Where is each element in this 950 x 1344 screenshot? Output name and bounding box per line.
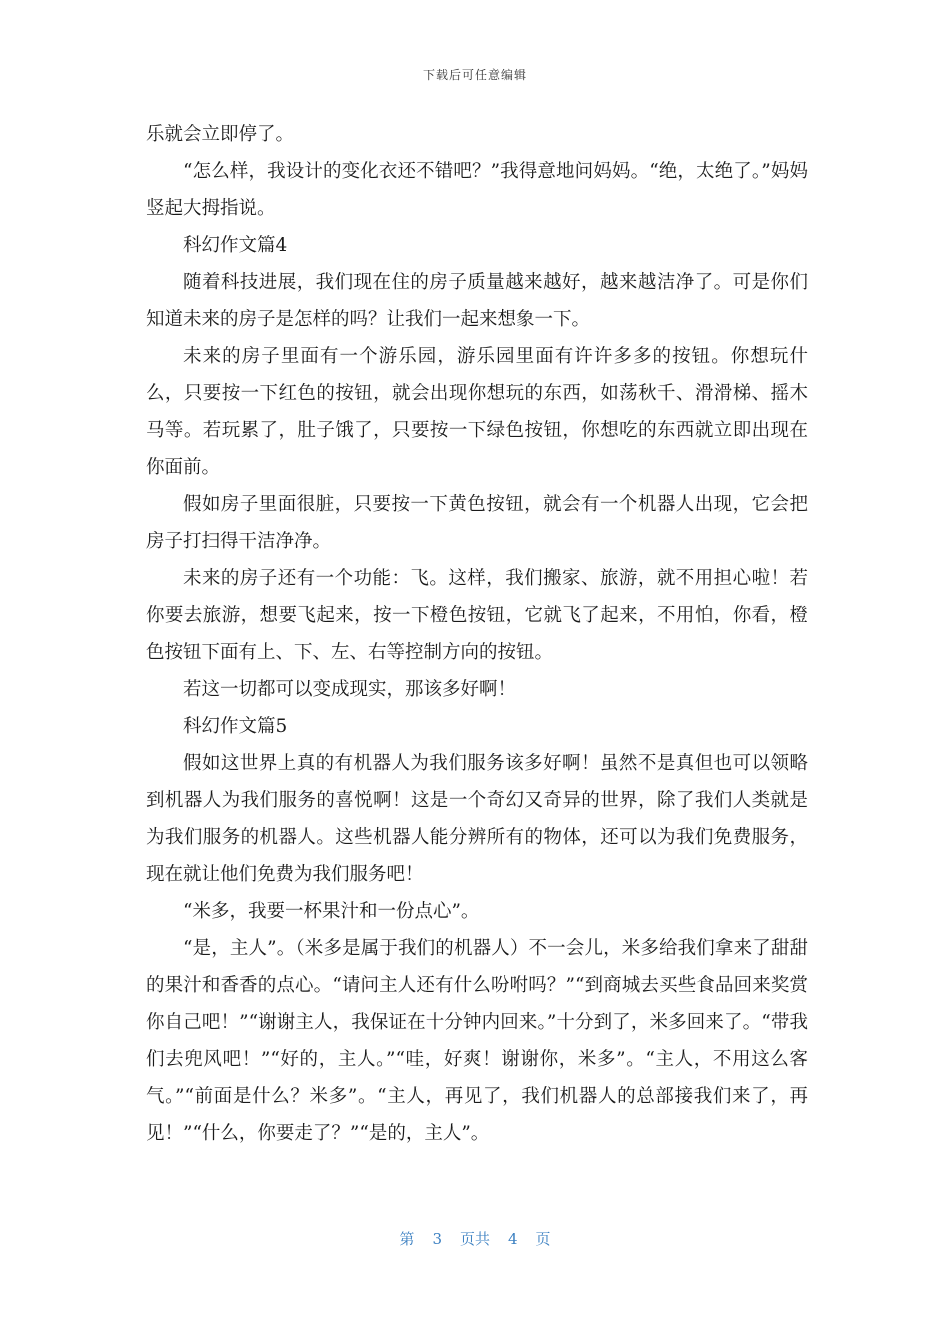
page-header: 下载后可任意编辑 <box>422 68 527 82</box>
paragraph: “怎么样，我设计的变化衣还不错吧？”我得意地问妈妈。“绝，太绝了。”妈妈竖起大拇指说。 <box>146 161 808 219</box>
section-heading: 科幻作文篇5 <box>183 716 288 737</box>
paragraph: 若这一切都可以变成现实，那该多好啊！ <box>183 679 517 700</box>
paragraph: 假如这世界上真的有机器人为我们服务该多好啊！虽然不是真但也可以领略到机器人为我们服务的喜悦啊！这是一个奇幻又奇异的世界，除了我们人类就是为我们服务的机器人。这些机器人能分辨所有的物体，还可以为我们免费服务，现在就让他们免费为我们服务吧！ <box>146 753 808 885</box>
paragraph: 乐就会立即停了。 <box>146 124 295 145</box>
footer-middle: 页共 <box>459 1230 490 1248</box>
section-heading: 科幻作文篇4 <box>183 235 288 256</box>
footer-total-pages: 4 <box>508 1230 518 1248</box>
footer-page-number: 3 <box>432 1230 442 1248</box>
paragraph: 未来的房子还有一个功能：飞。这样，我们搬家、旅游，就不用担心啦！若你要去旅游，想要飞起来，按一下橙色按钮，它就飞了起来，不用怕，你看，橙色按钮下面有上、下、左、右等控制方向的按钮。 <box>146 568 808 663</box>
document-body <box>146 116 808 1152</box>
page-footer <box>0 1228 950 1249</box>
paragraph: “是，主人”。（米多是属于我们的机器人）不一会儿，米多给我们拿来了甜甜的果汁和香香的点心。“请问主人还有什么吩咐吗？”“到商城去买些食品回来奖赏你自己吧！”“谢谢主人，我保证在十分钟内回来。”十分到了，米多回来了。“带我们去兜风吧！”“好的，主人。”“哇，好爽！谢谢你，米多”。“主人，不用这么客气。”“前面是什么？米多”。“主人，再见了，我们机器人的总部接我们来了，再见！”“什么，你要走了？”“是的，主人”。 <box>146 938 808 1144</box>
paragraph: “米多，我要一杯果汁和一份点心”。 <box>183 901 480 922</box>
paragraph: 未来的房子里面有一个游乐园，游乐园里面有许许多多的按钮。你想玩什么，只要按一下红色的按钮，就会出现你想玩的东西，如荡秋千、滑滑梯、摇木马等。若玩累了，肚子饿了，只要按一下绿色按钮，你想吃的东西就立即出现在你面前。 <box>146 346 808 478</box>
paragraph: 随着科技进展，我们现在住的房子质量越来越好，越来越洁净了。可是你们知道未来的房子是怎样的吗？让我们一起来想象一下。 <box>146 272 808 330</box>
paragraph: 假如房子里面很脏，只要按一下黄色按钮，就会有一个机器人出现，它会把房子打扫得干洁净净。 <box>146 494 808 552</box>
footer-suffix: 页 <box>535 1230 551 1248</box>
footer-prefix: 第 <box>399 1230 415 1248</box>
